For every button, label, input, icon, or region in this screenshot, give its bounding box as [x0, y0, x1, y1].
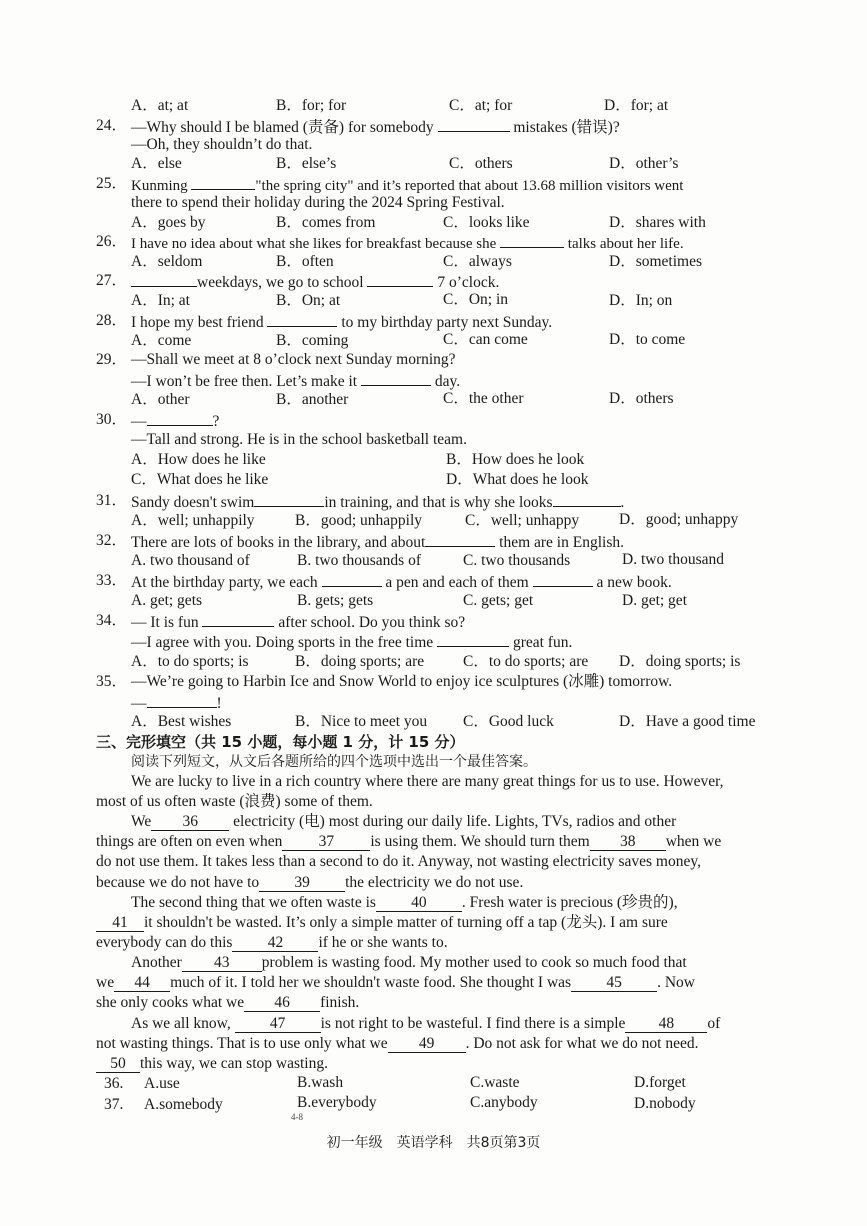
- q34-stem: [131, 611, 465, 633]
- q35-stem: —We’re going to Harbin Ice and Snow World to enjoy ice sculptures (冰雕) tomorrow.: [131, 673, 673, 690]
- q35-number: 35．: [96, 673, 128, 690]
- q24-option-c: C．others: [449, 155, 513, 172]
- q32-blank: [425, 531, 495, 547]
- passage-p5-line2: [96, 1034, 699, 1054]
- passage-text: if he or she wants to.: [318, 934, 448, 951]
- q34-reply-b: great fun.: [512, 634, 573, 651]
- q34-number: 34．: [96, 612, 128, 629]
- q24-option-d: D．other’s: [609, 155, 679, 172]
- q30-dash: —: [131, 413, 147, 430]
- q26-number: 26．: [96, 233, 128, 250]
- q25-text-a: Kunming: [131, 178, 188, 194]
- q33-blank-1: [322, 571, 382, 587]
- q23-option-c: C．at; for: [449, 97, 513, 114]
- q36-option-c: C.waste: [470, 1074, 520, 1091]
- q31-option-a: A．well; unhappily: [131, 512, 255, 529]
- q33-blank-2: [533, 571, 593, 587]
- q35-dash: —: [131, 695, 147, 712]
- passage-text: this way, we can stop wasting.: [140, 1055, 328, 1072]
- q32-number: 32．: [96, 532, 128, 549]
- q30-stem: [131, 410, 219, 432]
- q27-text-b: 7 o’clock.: [437, 274, 500, 291]
- q32-text-a: There are lots of books in the library, and about: [131, 534, 426, 551]
- q33-text-a: At the birthday party, we each: [131, 574, 318, 591]
- passage-text: of: [707, 1015, 721, 1032]
- q27-number: 27．: [96, 272, 128, 289]
- q36-option-d: D.forget: [634, 1074, 686, 1091]
- q29-option-d: D．others: [609, 390, 674, 407]
- q34-text-b: after school. Do you think so?: [278, 614, 466, 631]
- q28-text-b: to my birthday party next Sunday.: [341, 314, 553, 331]
- passage-text: . Do not ask for what we do not need.: [465, 1035, 699, 1052]
- q27-option-c: C．On; in: [443, 291, 509, 308]
- blank-46: 46: [244, 995, 320, 1012]
- q25-blank: [191, 174, 255, 190]
- q28-option-b: B．coming: [276, 332, 349, 349]
- q29-number: 29．: [96, 351, 128, 368]
- q34-text-a: — It is fun: [131, 614, 199, 631]
- q32-option-d: D. two thousand: [622, 551, 725, 568]
- q32-stem: [131, 531, 624, 553]
- q37-option-d: D.nobody: [634, 1095, 696, 1112]
- blank-47: 47: [235, 1016, 321, 1033]
- passage-text: when we: [665, 833, 722, 850]
- q35-option-a: A．Best wishes: [131, 713, 232, 730]
- q27-option-a: A．In; at: [131, 292, 190, 309]
- q33-text-c: a new book.: [596, 574, 672, 591]
- passage-text: . Now: [657, 974, 695, 991]
- q24-blank: [438, 116, 510, 132]
- passage-text: finish.: [320, 994, 360, 1011]
- q34-blank-1: [202, 611, 274, 627]
- q34-option-a: A．to do sports; is: [131, 653, 249, 670]
- q29-reply: [131, 370, 460, 392]
- q23-option-d: D．for; at: [604, 97, 669, 114]
- passage-text: much of it. I told her we shouldn't waste food. She thought I was: [170, 974, 572, 991]
- q26-option-c: C．always: [443, 253, 512, 270]
- q26-option-d: D．sometimes: [609, 253, 702, 270]
- q24-option-a: A．else: [131, 155, 182, 172]
- q34-option-d: D．doing sports; is: [619, 653, 741, 670]
- q26-text-b: talks about her life.: [567, 236, 684, 252]
- passage-p4-line3: [96, 993, 359, 1013]
- q31-option-c: C．well; unhappy: [465, 512, 580, 529]
- passage-p5-line3: [96, 1054, 328, 1074]
- q33-stem: [131, 571, 672, 593]
- q29-blank: [361, 370, 431, 386]
- q29-reply-a: —I won’t be free then. Let’s make it: [131, 373, 358, 390]
- q35-reply: [131, 692, 222, 714]
- blank-45: 45: [571, 975, 657, 992]
- q32-text-b: them are in English.: [499, 534, 624, 551]
- q24-option-b: B．else’s: [276, 155, 337, 172]
- q30-number: 30．: [96, 411, 128, 428]
- q23-option-a: A．at; at: [131, 97, 189, 114]
- blank-37: 37: [282, 834, 370, 851]
- passage-text: we: [96, 974, 115, 991]
- q37-option-a: A.somebody: [144, 1096, 223, 1113]
- q27-option-d: D．In; on: [609, 292, 673, 309]
- blank-43: 43: [182, 955, 262, 972]
- q34-reply: [131, 631, 572, 653]
- q31-number: 31．: [96, 492, 128, 509]
- q24-text-a: —Why should I be blamed (责备) for somebody: [131, 119, 434, 136]
- q24-text-b: mistakes (错误)?: [513, 119, 620, 136]
- passage-p1-line1: We are lucky to live in a rich country where there are many great things for us to use. However,: [131, 773, 724, 790]
- blank-40: 40: [376, 895, 462, 912]
- passage-p2-line4: [96, 873, 523, 893]
- passage-p4-line2: [96, 973, 695, 993]
- q25-line2: there to spend their holiday during the 2024 Spring Festival.: [131, 194, 505, 211]
- q31-text-c: .: [620, 494, 625, 511]
- page-mark: 4-8: [291, 1112, 303, 1122]
- q30-option-d: D．What does he look: [446, 471, 589, 488]
- passage-text: problem is wasting food. My mother used to cook so much food that: [261, 954, 687, 971]
- blank-44: 44: [114, 975, 170, 992]
- q28-text-a: I hope my best friend: [131, 314, 264, 331]
- passage-p3-line1: [131, 893, 678, 913]
- q35-option-d: D．Have a good time: [619, 713, 756, 730]
- passage-p2-line3: do not use them. It takes less than a second to do it. Anyway, not wasting electricity saves money,: [96, 853, 701, 870]
- q28-option-c: C．can come: [443, 331, 528, 348]
- q25-option-a: A．goes by: [131, 214, 206, 231]
- q30-qmark: ?: [212, 413, 220, 430]
- q31-blank-2: [553, 491, 621, 507]
- q29-option-a: A．other: [131, 391, 190, 408]
- q32-option-b: B. two thousands of: [297, 552, 421, 569]
- q27-option-b: B．On; at: [276, 292, 341, 309]
- passage-text: The second thing that we often waste is: [131, 894, 376, 911]
- q36-option-b: B.wash: [297, 1074, 344, 1091]
- passage-text: because we do not have to: [96, 874, 260, 891]
- page-footer: 初一年级 英语学科 共8页第3页: [326, 1135, 541, 1151]
- q25-number: 25．: [96, 175, 128, 192]
- q27-text-a: weekdays, we go to school: [197, 274, 364, 291]
- q33-option-c: C. gets; get: [463, 592, 534, 609]
- passage-text: it shouldn't be wasted. It’s only a simple matter of turning off a tap (龙头). I am sure: [144, 914, 668, 931]
- q31-blank-1: [254, 491, 324, 507]
- passage-p2-line1: [131, 812, 676, 832]
- blank-50: 50: [96, 1056, 140, 1073]
- q30-blank: [147, 410, 213, 426]
- q25-option-d: D．shares with: [609, 214, 706, 231]
- blank-36: 36: [151, 814, 229, 831]
- q26-blank: [500, 232, 564, 248]
- blank-39: 39: [259, 875, 345, 892]
- passage-text: Another: [131, 954, 182, 971]
- q29-stem: —Shall we meet at 8 o’clock next Sunday morning?: [131, 351, 456, 368]
- passage-p4-line1: [131, 953, 687, 973]
- passage-text: We: [131, 813, 152, 830]
- q30-option-a: A．How does he like: [131, 451, 266, 468]
- blank-42: 42: [232, 935, 318, 952]
- q32-option-c: C. two thousands: [463, 552, 571, 569]
- blank-38: 38: [590, 834, 666, 851]
- q36-option-a: A.use: [144, 1075, 180, 1092]
- passage-p1-line2: most of us often waste (浪费) some of them.: [96, 793, 373, 810]
- blank-48: 48: [625, 1016, 707, 1033]
- q28-option-d: D．to come: [609, 331, 686, 348]
- blank-41: 41: [96, 915, 144, 932]
- passage-text: she only cooks what we: [96, 994, 245, 1011]
- q29-option-b: B．another: [276, 391, 349, 408]
- q26-stem: [131, 232, 684, 254]
- q27-blank-1: [131, 271, 197, 287]
- q31-option-b: B．good; unhappily: [295, 512, 423, 529]
- q30-option-b: B．How does he look: [446, 451, 585, 468]
- q33-option-d: D. get; get: [622, 592, 687, 609]
- section-3-title: 三、完形填空（共 15 小题，每小题 1 分，计 15 分）: [96, 733, 465, 751]
- q34-option-c: C．to do sports; are: [463, 653, 589, 670]
- q36-number: 36.: [104, 1075, 124, 1092]
- q34-reply-a: —I agree with you. Doing sports in the free time: [131, 634, 434, 651]
- q28-number: 28．: [96, 312, 128, 329]
- passage-text: is not right to be wasteful. I find there is a simple: [320, 1015, 626, 1032]
- q31-stem: [131, 491, 624, 513]
- q24-reply: —Oh, they shouldn’t do that.: [131, 136, 313, 153]
- q33-option-a: A. get; gets: [131, 592, 203, 609]
- q27-blank-2: [367, 271, 433, 287]
- q24-number: 24．: [96, 117, 128, 134]
- q23-option-b: B．for; for: [276, 97, 347, 114]
- q25-text-b: "the spring city" and it’s reported that about 13.68 million visitors went: [255, 178, 684, 194]
- passage-p3-line3: [96, 933, 448, 953]
- passage-p2-line2: [96, 832, 721, 852]
- q26-text-a: I have no idea about what she likes for breakfast because she: [131, 236, 497, 252]
- q31-text-b: in training, and that is why she looks: [324, 494, 553, 511]
- q29-reply-b: day.: [434, 373, 461, 390]
- q29-option-c: C．the other: [443, 390, 524, 407]
- q25-option-b: B．comes from: [276, 214, 376, 231]
- q31-option-d: D．good; unhappy: [619, 511, 739, 528]
- passage-text: not wasting things. That is to use only what we: [96, 1035, 388, 1052]
- blank-49: 49: [388, 1036, 466, 1053]
- q35-blank: [147, 692, 217, 708]
- passage-text: . Fresh water is precious (珍贵的),: [461, 894, 678, 911]
- q33-number: 33．: [96, 572, 128, 589]
- q37-option-c: C.anybody: [470, 1094, 538, 1111]
- passage-text: As we all know,: [131, 1015, 231, 1032]
- passage-p5-line1: [131, 1014, 720, 1034]
- passage-text: things are often on even when: [96, 833, 283, 850]
- q33-text-b: a pen and each of them: [385, 574, 529, 591]
- passage-text: everybody can do this: [96, 934, 233, 951]
- q26-option-b: B．often: [276, 253, 334, 270]
- passage-text: the electricity we do not use.: [345, 874, 524, 891]
- q35-excl: !: [216, 695, 222, 712]
- q34-option-b: B．doing sports; are: [295, 653, 425, 670]
- q25-option-c: C．looks like: [443, 214, 530, 231]
- passage-text: is using them. We should turn them: [370, 833, 590, 850]
- q35-option-b: B．Nice to meet you: [295, 713, 428, 730]
- passage-text: electricity (电) most during our daily life. Lights, TVs, radios and other: [233, 813, 677, 830]
- q33-option-b: B. gets; gets: [297, 592, 374, 609]
- section-3-instruction: 阅读下列短文，从文后各题所给的四个选项中选出一个最佳答案。: [131, 754, 537, 770]
- q28-blank: [267, 311, 337, 327]
- q26-option-a: A．seldom: [131, 253, 203, 270]
- passage-p3-line2: [96, 913, 668, 933]
- q35-option-c: C．Good luck: [463, 713, 554, 730]
- q30-option-c: C．What does he like: [131, 471, 269, 488]
- q32-option-a: A. two thousand of: [131, 552, 250, 569]
- q28-option-a: A．come: [131, 332, 192, 349]
- q37-option-b: B.everybody: [297, 1094, 377, 1111]
- q37-number: 37.: [104, 1096, 124, 1113]
- q34-blank-2: [437, 631, 509, 647]
- q30-reply: —Tall and strong. He is in the school basketball team.: [131, 431, 467, 448]
- q31-text-a: Sandy doesn't swim: [131, 494, 255, 511]
